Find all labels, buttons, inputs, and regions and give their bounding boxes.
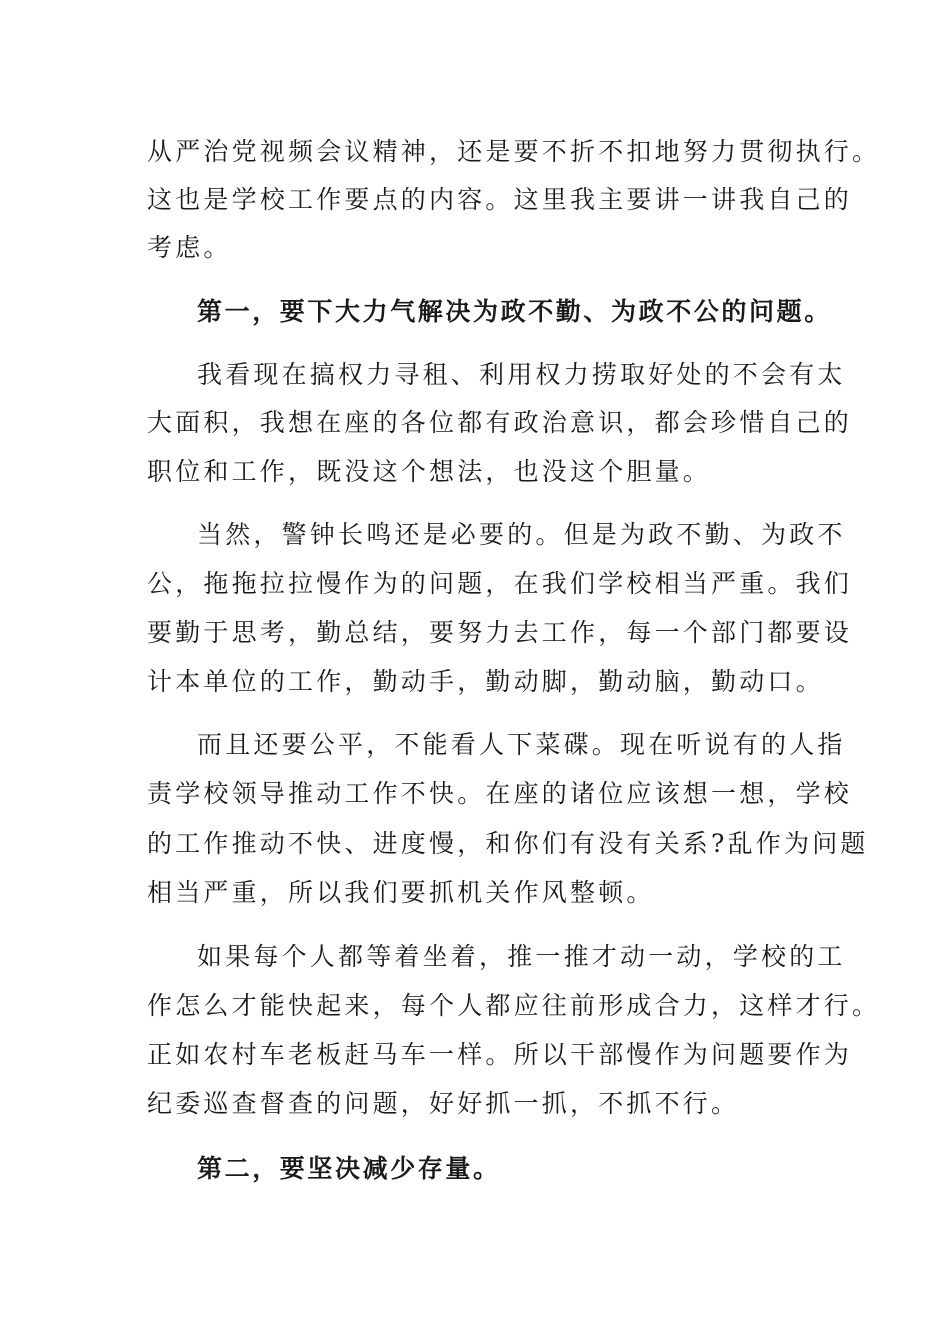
- text-line: 要勤于思考，勤总结，要努力去工作，每一个部门都要设: [147, 618, 853, 647]
- text-line: 这也是学校工作要点的内容。这里我主要讲一讲我自己的: [147, 185, 853, 214]
- text-line: 而且还要公平，不能看人下菜碟。现在听说有的人指: [197, 730, 846, 759]
- text-line: 责学校领导推动工作不快。在座的诸位应该想一想，学校: [147, 779, 853, 808]
- text-line: 正如农村车老板赶马车一样。所以干部慢作为问题要作为: [147, 1040, 853, 1069]
- section-heading: 第一，要下大力气解决为政不勤、为政不公的问题。: [197, 297, 832, 326]
- text-line: 计本单位的工作，勤动手，勤动脚，勤动脑，勤动口。: [147, 667, 824, 696]
- text-line: 职位和工作，既没这个想法，也没这个胆量。: [147, 457, 712, 486]
- text-line: 大面积，我想在座的各位都有政治意识，都会珍惜自己的: [147, 408, 853, 437]
- text-line: 相当严重，所以我们要抓机关作风整顿。: [147, 878, 655, 907]
- section-heading: 第二，要坚决减少存量。: [197, 1154, 501, 1183]
- text-line: 从严治党视频会议精神，还是要不折不扣地努力贯彻执行。: [147, 137, 881, 166]
- text-line: 的工作推动不快、进度慢，和你们有没有关系?乱作为问题: [147, 829, 869, 858]
- text-line: 纪委巡查督查的问题，好好抓一抓，不抓不行。: [147, 1089, 740, 1118]
- text-line: 我看现在搞权力寻租、利用权力捞取好处的不会有太: [197, 360, 846, 389]
- text-line: 如果每个人都等着坐着，推一推才动一动，学校的工: [197, 942, 846, 971]
- text-line: 作怎么才能快起来，每个人都应往前形成合力，这样才行。: [147, 991, 881, 1020]
- text-line: 当然，警钟长鸣还是必要的。但是为政不勤、为政不: [197, 520, 846, 549]
- text-line: 考虑。: [147, 233, 232, 262]
- text-line: 公，拖拖拉拉慢作为的问题，在我们学校相当严重。我们: [147, 569, 853, 598]
